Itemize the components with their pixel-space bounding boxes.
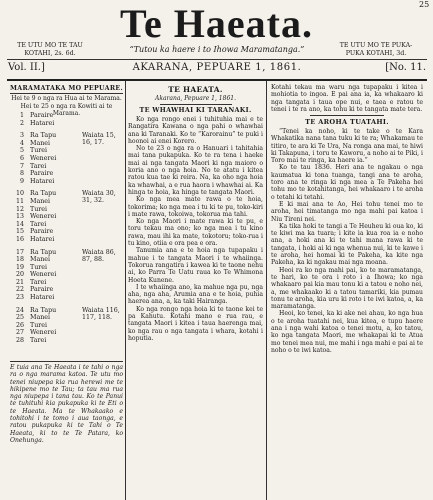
day-number: 5 — [19, 147, 24, 155]
calendar-row — [12, 120, 122, 128]
day-number: 8 — [19, 170, 24, 178]
day-name: Ra Tapu — [30, 248, 57, 256]
article-paragraph: No te 23 o nga ra o Hanuari i tahitahia mai tana pukapuka. Ko te ra tena i haeke mai ai nga tangata Maori ki nga maioro o koria ano o nga hoia. No te atatu i kitea ratou kua tae ki reira. Na, ka oho nga hoia ka whawhai, a e rua haora i whawhai ai. Ka hinga te hoia, ka hinga te tangata Maori. — [128, 145, 263, 196]
calendar-row — [12, 228, 122, 236]
calendar-row — [12, 264, 122, 272]
day-name: Wenerei — [30, 271, 57, 279]
calendar-row — [12, 322, 122, 330]
day-number: 14 — [15, 220, 24, 228]
day-name: Turei — [30, 263, 48, 271]
aroha-article — [271, 128, 423, 354]
article-paragraph: Ko nga rongo enei i tuhituhia mai e te Rangatira Kawana o nga pahi o whawhai ana ki Taranaki. Ko te “Karorainu” te puki i hoonoi ai enei Korero. — [128, 116, 263, 145]
day-name: Turei — [30, 205, 48, 213]
day-name: Tarei — [30, 337, 47, 345]
article-paragraph: Ka tika hoki te tangi a Te Heuheu ki oua ko, ki te kiwi ma ka tuara; i kite ia kua roa ia e noho ana, a hoki ana ki te tahi mana rawa ki te tangata, i hoki ai ki nga whenua nui, ki te kawe i te aroha, hei homai ki te Pakeha, ka kite nga Pakeha, ka ki ngakau mai nga moana. — [271, 222, 423, 267]
day-name: Hatarei — [30, 294, 55, 302]
right-price-line: PUKA KOTAHI, 3d. — [345, 50, 407, 57]
day-number: 6 — [19, 154, 24, 162]
hymn-reading: Waiata 116, 117, 118. — [82, 306, 120, 321]
calendar-rule — [10, 93, 123, 94]
calendar-row — [12, 198, 122, 206]
day-number: 13 — [15, 213, 24, 221]
hymn-reading: Waiata 86, 87, 88. — [82, 248, 116, 263]
calendar-week — [12, 190, 122, 243]
article-heading: TE WHAWHAI KI TARANAKI. — [139, 106, 252, 114]
calendar-row — [12, 337, 122, 345]
calendar-row — [12, 147, 122, 155]
calendar-row — [12, 213, 122, 221]
page-corner-mark: 25 — [419, 0, 430, 9]
day-name: Ra Tapu — [30, 306, 57, 314]
calendar-row — [12, 178, 122, 186]
calendar-row — [12, 112, 122, 120]
article-paragraph: I te whaiinga ano, ka mahue nga pu, nga aha, nga aha, Arumia ana e te hoia, puhia haerea ana, a, ka taki Hairanga. — [128, 283, 263, 306]
calendar-row — [12, 314, 122, 322]
calendar-row — [12, 236, 122, 244]
newspaper-motto: “Tutou ka haere i to Ihowa Maramatanga.” — [129, 45, 305, 54]
day-name: Tarei — [30, 278, 47, 286]
calendar-row — [12, 163, 122, 171]
day-number: 21 — [15, 278, 24, 286]
day-number: 4 — [19, 139, 24, 147]
calendar-row — [12, 170, 122, 178]
issue-date: AKARANA, PEPUARE 1, 1861. — [132, 62, 302, 73]
calendar-row — [12, 294, 122, 302]
day-name: Paraire — [30, 286, 54, 294]
day-name: Manei — [30, 256, 50, 264]
day-number: 16 — [15, 235, 24, 243]
day-number: 23 — [15, 294, 24, 302]
day-name: Wenerei — [30, 213, 57, 221]
day-number: 10 — [15, 190, 24, 198]
calendar-row — [12, 256, 122, 264]
article-paragraph: Heoi, ko tenei, ka ki ake nei ahau, ko nga hua o te aroha tuatahi nei, kua kitea, e tupu haere ana i nga wahi katoa o tenei motu, a, ko tatou, ko nga tangata Maori, me whakapai ki te Atua mo tenei mea nui, me mahi i nga mahi e pai ai te noho o te iwi katoa. — [271, 310, 423, 354]
day-number: 11 — [15, 197, 24, 205]
calendar-week — [12, 307, 122, 345]
day-number: 28 — [15, 337, 24, 345]
subscription-price-left — [8, 42, 92, 58]
calendar-row — [12, 279, 122, 287]
masthead-rule-top — [7, 59, 427, 60]
hymn-reading: Waiata 15, 16, 17. — [82, 132, 116, 147]
left-price-line: KOTAHI, 2s. 6d. — [24, 50, 76, 57]
day-number: 7 — [19, 162, 24, 170]
calendar-row — [12, 221, 122, 229]
day-number: 20 — [15, 271, 24, 279]
calendar-week — [12, 112, 122, 127]
calendar-row — [12, 329, 122, 337]
left-price-line: TE UTU MO TE TAU — [17, 42, 83, 49]
day-number: 25 — [15, 314, 24, 322]
day-number: 19 — [15, 263, 24, 271]
volume-label: Vol. II.] — [8, 62, 45, 73]
intro-paragraph: Kotahi tekau ma waru nga tupapaku i kitea i mohiotia to ingoa. E pai ana ia, ka whakaaro ki nga tangata i taua ope nui, e taea e ratou te tenei i te ra ano, ka tohu ki te tangata mate tera. — [271, 84, 423, 113]
day-name: Turei — [30, 321, 48, 329]
article-paragraph: Heoi ra ko nga mahi pai, ko te maramatanga, te hari, ko te ora i roto i a Ihowa; ko nga whakaaro pai kia mau tonu ki a tatou e noho nei, a, me whakaako ki a tatou tamariki, kia pumau tonu te aroha, kia uru ki roto i te iwi katoa, a, ka maramatanga. — [271, 266, 423, 311]
calendar-row — [12, 140, 122, 148]
day-name: Paraire — [30, 112, 54, 119]
article-paragraph: Ko te tau 1836. Heri ana te ngakau o nga kaumatua ki tona tuanga, tangi ana te aroha, toro ana te ringa ki nga mea a Te Pakeha hei tohu mo te kotahitanga, hei whakaaro i te aroha o tetahi ki tetahi. — [271, 164, 423, 201]
day-name: Ra Tapu — [30, 132, 57, 140]
day-name: Wenerei — [30, 329, 57, 337]
day-name: Hatarei — [30, 235, 55, 243]
day-number: 26 — [15, 321, 24, 329]
section-rule — [310, 115, 384, 116]
column-divider — [125, 81, 126, 500]
article-paragraph: Ko nga mea mate rawa o te hoia, tokorima; ko nga mea i tu ki te pu, toko-kiri i mate rawa, tokoiwa, tokorua ma tahi. — [128, 196, 263, 218]
calendar-bottom-rule — [10, 361, 123, 362]
calendar-week — [12, 249, 122, 302]
day-number: 27 — [15, 329, 24, 337]
article-paragraph: Ko nga rongo nga hoia ki te taone kei te pa Kahutu. Kotahi mano e rua rau, e tangata Maori i kitea i taua haerenga mai, ko nga rau o nga tangata i whara, kotahi i hoputia. — [128, 305, 263, 342]
publication-notice: E tuia ana Te Haeata i te tahi o nga ra o nga marama katoa. Te utu mo tenei niupepa kia rua herewi me te hikipene mo te Tau; ta tau ma rua nga niupepa i tana tau. Ko te Panui te tuhituhi kia pukapuka ki te Eti o te Haeata. Ma te Whakaako e tohitohi i te tomo i aua taonga, e ratou pukapuka ki te Tahi o Te Haeata, ki to te Te Patara, ko Onehunga. — [10, 364, 123, 444]
editorial-dateline: Akarana, Pepuare 1, 1861. — [155, 95, 236, 102]
calendar-row — [12, 286, 122, 294]
calendar-heading: MARAMATAKA MO PEPUARE. — [10, 85, 123, 92]
day-name: Ra Tapu — [30, 190, 57, 198]
right-price-line: TE UTU MO TE PUKA- — [339, 42, 413, 49]
hymn-reading: Waiata 30, 31, 32. — [82, 190, 116, 205]
day-number: 12 — [15, 205, 24, 213]
editorial-heading: TE HAEATA. — [168, 85, 223, 94]
day-name: Tarei — [30, 220, 47, 228]
article-paragraph: Tanumia ana e te hoia nga tupapaku i mahue i te tangata Maori i te whaiinga. Tokorua rangatira i kawea ki te taone nehu ai, ko Parra Te Uatu raua ko Te Whimona Hoeta Kunene. — [128, 247, 263, 284]
day-number: 15 — [15, 228, 24, 236]
day-number: 9 — [19, 177, 24, 185]
dateline-rule — [160, 104, 232, 105]
day-name: Hatarei — [30, 177, 55, 185]
calendar-week — [12, 132, 122, 185]
day-name: Hatarei — [30, 119, 55, 127]
issue-info-row — [8, 62, 426, 76]
calendar-row — [12, 206, 122, 214]
day-number: 3 — [19, 132, 24, 140]
moon-note: Hei te 9 o nga ra Hua ai te Marama. — [11, 95, 122, 102]
calendar-table — [12, 112, 122, 345]
calendar-row — [12, 155, 122, 163]
day-number: 22 — [15, 286, 24, 294]
article-paragraph: E ki mai ana te Ao, Hei tohu tenei mo te aroha, hei timatanga mo nga mahi pai katoa i Niu Tireni nei. — [271, 200, 423, 223]
day-name: Manei — [30, 314, 50, 322]
day-number: 24 — [15, 306, 24, 314]
moon-note: Hei te 25 o nga ra Kowiti ai te Marama. — [20, 102, 113, 118]
day-number: 1 — [19, 112, 24, 119]
day-name: Paraire — [30, 170, 54, 178]
article-paragraph: Ko nga Maori i mate rawa ki te pu, e toru tekau ma ono; ko nga mea i tu kino rawa, mau ihi ka mate, tokotoru; toko-rua i tu kino, otiia e ora pea e ora. — [128, 218, 263, 248]
day-name: Paraire — [30, 228, 54, 236]
aroha-heading: TE AROHA TUATAHI. — [305, 118, 389, 126]
newspaper-title: Te Haeata. — [120, 1, 313, 46]
day-name: Turei — [30, 147, 48, 155]
day-name: Manei — [30, 139, 50, 147]
article-paragraph: “Tenei ka noho, ki te take o te Kara Whakatika nana tana tuku ki te ra; Whakamau te titiro, te ara ki Te Ura, Na ronga ana mai, te hiwi ki Takapuna, i toru te Kaworu, a noho ai te Piki, i Toro mai te ringa, ka haere ia.” — [271, 128, 423, 165]
issue-price-right — [328, 42, 424, 58]
day-number: 2 — [19, 119, 24, 127]
column-three-intro — [271, 84, 423, 113]
day-name: Manei — [30, 197, 50, 205]
issue-number: [No. 11. — [385, 62, 426, 73]
taranaki-article — [128, 116, 263, 342]
day-number: 17 — [15, 248, 24, 256]
day-number: 18 — [15, 256, 24, 264]
calendar-row — [12, 271, 122, 279]
day-name: Tarei — [30, 162, 47, 170]
column-divider — [266, 81, 267, 500]
day-name: Wenerei — [30, 154, 57, 162]
masthead-rule-bottom — [7, 79, 427, 81]
